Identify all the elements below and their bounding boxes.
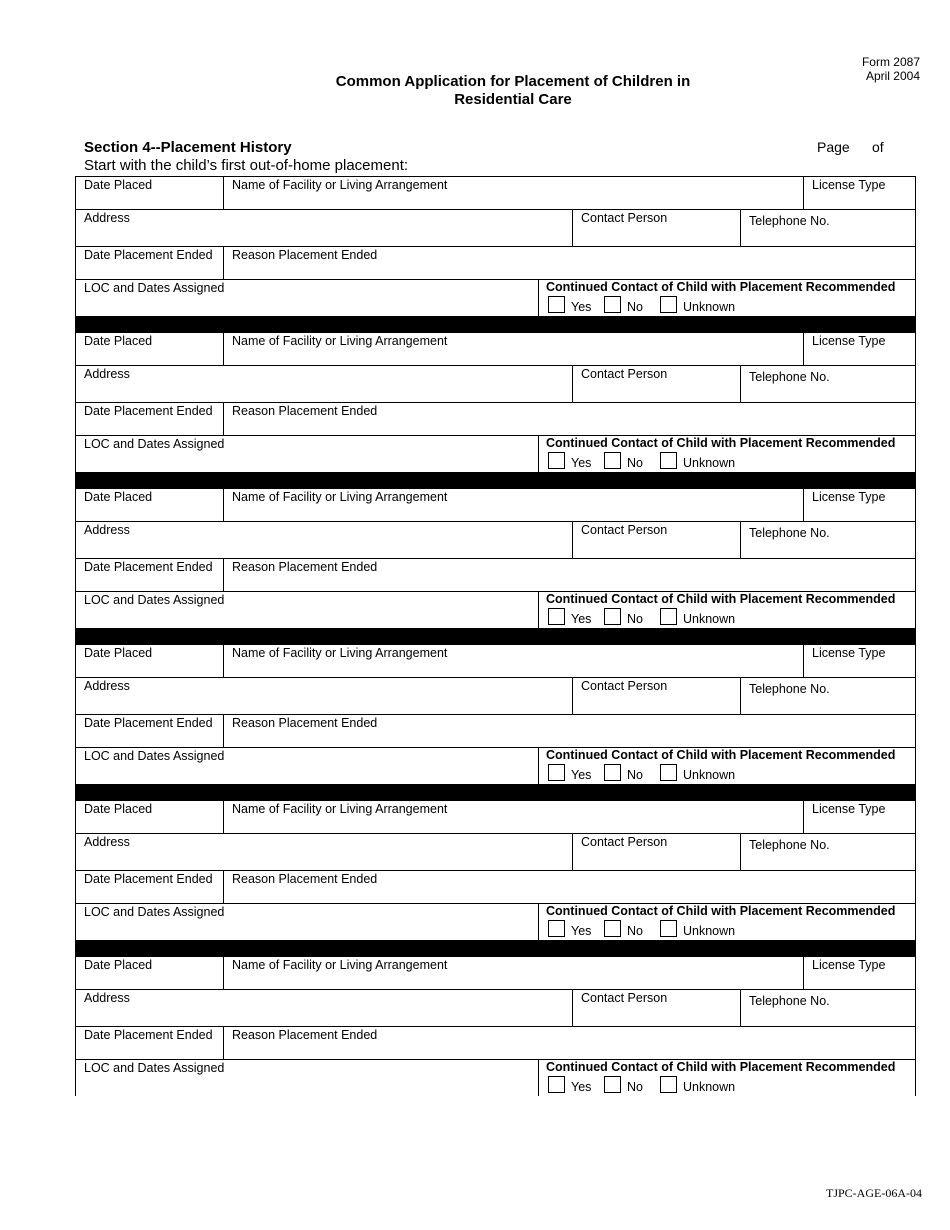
license-type-field[interactable]: License Type — [812, 802, 886, 816]
page-title — [0, 73, 950, 109]
loc-dates-field[interactable]: LOC and Dates Assigned — [84, 437, 225, 451]
date-ended-field[interactable]: Date Placement Ended — [84, 248, 213, 262]
placement-block-4 — [75, 644, 916, 784]
yes-label: Yes — [571, 300, 592, 314]
contact-person-field[interactable]: Contact Person — [581, 679, 668, 693]
continued-contact-label: Continued Contact of Child with Placement Recommended — [546, 904, 896, 918]
unknown-checkbox[interactable] — [660, 296, 677, 313]
telephone-field[interactable]: Telephone No. — [749, 994, 830, 1008]
form-date: April 2004 — [865, 69, 920, 83]
yes-checkbox[interactable] — [548, 920, 565, 937]
reason-ended-field[interactable]: Reason Placement Ended — [232, 872, 378, 886]
no-label: No — [627, 612, 643, 626]
facility-name-field[interactable]: Name of Facility or Living Arrangement — [232, 334, 448, 348]
placement-block-1 — [75, 176, 916, 316]
no-checkbox[interactable] — [604, 296, 621, 313]
continued-contact-label: Continued Contact of Child with Placement Recommended — [546, 280, 896, 294]
facility-name-field[interactable]: Name of Facility or Living Arrangement — [232, 646, 448, 660]
reason-ended-field[interactable]: Reason Placement Ended — [232, 1028, 378, 1042]
continued-contact-label: Continued Contact of Child with Placement Recommended — [546, 592, 896, 606]
license-type-field[interactable]: License Type — [812, 958, 886, 972]
no-checkbox[interactable] — [604, 764, 621, 781]
telephone-field[interactable]: Telephone No. — [749, 838, 830, 852]
unknown-label: Unknown — [683, 768, 736, 782]
block-separator — [75, 784, 916, 800]
continued-contact-label: Continued Contact of Child with Placement Recommended — [546, 748, 896, 762]
address-field[interactable]: Address — [84, 211, 130, 225]
page-of-label: of — [872, 139, 884, 155]
form-number: Form 2087 — [861, 55, 920, 69]
reason-ended-field[interactable]: Reason Placement Ended — [232, 404, 378, 418]
block-separator — [75, 316, 916, 332]
address-field[interactable]: Address — [84, 991, 130, 1005]
address-field[interactable]: Address — [84, 679, 130, 693]
unknown-label: Unknown — [683, 1080, 736, 1094]
block-separator — [75, 472, 916, 488]
yes-checkbox[interactable] — [548, 296, 565, 313]
continued-contact-label: Continued Contact of Child with Placement Recommended — [546, 436, 896, 450]
reason-ended-field[interactable]: Reason Placement Ended — [232, 248, 378, 262]
unknown-checkbox[interactable] — [660, 920, 677, 937]
loc-dates-field[interactable]: LOC and Dates Assigned — [84, 593, 225, 607]
no-checkbox[interactable] — [604, 1076, 621, 1093]
yes-checkbox[interactable] — [548, 1076, 565, 1093]
placement-block-3 — [75, 488, 916, 628]
no-checkbox[interactable] — [604, 608, 621, 625]
reason-ended-field[interactable]: Reason Placement Ended — [232, 716, 378, 730]
unknown-checkbox[interactable] — [660, 1076, 677, 1093]
continued-contact-label: Continued Contact of Child with Placement Recommended — [546, 1060, 896, 1074]
loc-dates-field[interactable]: LOC and Dates Assigned — [84, 905, 225, 919]
loc-dates-field[interactable]: LOC and Dates Assigned — [84, 281, 225, 295]
instruction-text: Start with the child’s first out-of-home placement: — [84, 157, 409, 174]
loc-dates-field[interactable]: LOC and Dates Assigned — [84, 749, 225, 763]
contact-person-field[interactable]: Contact Person — [581, 367, 668, 381]
yes-checkbox[interactable] — [548, 452, 565, 469]
unknown-checkbox[interactable] — [660, 764, 677, 781]
address-field[interactable]: Address — [84, 835, 130, 849]
address-field[interactable]: Address — [84, 523, 130, 537]
date-ended-field[interactable]: Date Placement Ended — [84, 716, 213, 730]
unknown-label: Unknown — [683, 300, 736, 314]
license-type-field[interactable]: License Type — [812, 646, 886, 660]
license-type-field[interactable]: License Type — [812, 178, 886, 192]
telephone-field[interactable]: Telephone No. — [749, 682, 830, 696]
yes-checkbox[interactable] — [548, 608, 565, 625]
license-type-field[interactable]: License Type — [812, 490, 886, 504]
facility-name-field[interactable]: Name of Facility or Living Arrangement — [232, 490, 448, 504]
contact-person-field[interactable]: Contact Person — [581, 523, 668, 537]
title-line-2: Residential Care — [454, 91, 572, 108]
facility-name-field[interactable]: Name of Facility or Living Arrangement — [232, 958, 448, 972]
facility-name-field[interactable]: Name of Facility or Living Arrangement — [232, 802, 448, 816]
no-label: No — [627, 924, 643, 938]
date-placed-field[interactable]: Date Placed — [84, 178, 153, 192]
date-ended-field[interactable]: Date Placement Ended — [84, 560, 213, 574]
no-label: No — [627, 768, 643, 782]
footer-code: TJPC-AGE-06A-04 — [826, 1186, 922, 1200]
placement-block-5 — [75, 800, 916, 940]
block-separator — [75, 628, 916, 644]
yes-label: Yes — [571, 1080, 592, 1094]
date-placed-field[interactable]: Date Placed — [84, 334, 153, 348]
date-placed-field[interactable]: Date Placed — [84, 802, 153, 816]
date-ended-field[interactable]: Date Placement Ended — [84, 872, 213, 886]
no-checkbox[interactable] — [604, 920, 621, 937]
date-placed-field[interactable]: Date Placed — [84, 646, 153, 660]
yes-label: Yes — [571, 456, 592, 470]
no-label: No — [627, 456, 643, 470]
telephone-field[interactable]: Telephone No. — [749, 214, 830, 228]
block-separator — [75, 940, 916, 956]
no-label: No — [627, 300, 643, 314]
date-ended-field[interactable]: Date Placement Ended — [84, 404, 213, 418]
placement-block-6 — [75, 956, 916, 1096]
unknown-label: Unknown — [683, 612, 736, 626]
unknown-label: Unknown — [683, 924, 736, 938]
contact-person-field[interactable]: Contact Person — [581, 211, 668, 225]
unknown-label: Unknown — [683, 456, 736, 470]
no-label: No — [627, 1080, 643, 1094]
date-placed-field[interactable]: Date Placed — [84, 958, 153, 972]
section-title: Section 4--Placement History — [84, 139, 292, 156]
page-label: Page — [817, 139, 850, 155]
contact-person-field[interactable]: Contact Person — [581, 835, 668, 849]
yes-label: Yes — [571, 612, 592, 626]
yes-checkbox[interactable] — [548, 764, 565, 781]
date-placed-field[interactable]: Date Placed — [84, 490, 153, 504]
unknown-checkbox[interactable] — [660, 608, 677, 625]
yes-label: Yes — [571, 768, 592, 782]
address-field[interactable]: Address — [84, 367, 130, 381]
yes-label: Yes — [571, 924, 592, 938]
reason-ended-field[interactable]: Reason Placement Ended — [232, 560, 378, 574]
contact-person-field[interactable]: Contact Person — [581, 991, 668, 1005]
license-type-field[interactable]: License Type — [812, 334, 886, 348]
telephone-field[interactable]: Telephone No. — [749, 370, 830, 384]
no-checkbox[interactable] — [604, 452, 621, 469]
telephone-field[interactable]: Telephone No. — [749, 526, 830, 540]
title-line-1: Common Application for Placement of Children in — [335, 73, 691, 90]
loc-dates-field[interactable]: LOC and Dates Assigned — [84, 1061, 225, 1075]
unknown-checkbox[interactable] — [660, 452, 677, 469]
date-ended-field[interactable]: Date Placement Ended — [84, 1028, 213, 1042]
placement-block-2 — [75, 332, 916, 472]
facility-name-field[interactable]: Name of Facility or Living Arrangement — [232, 178, 448, 192]
